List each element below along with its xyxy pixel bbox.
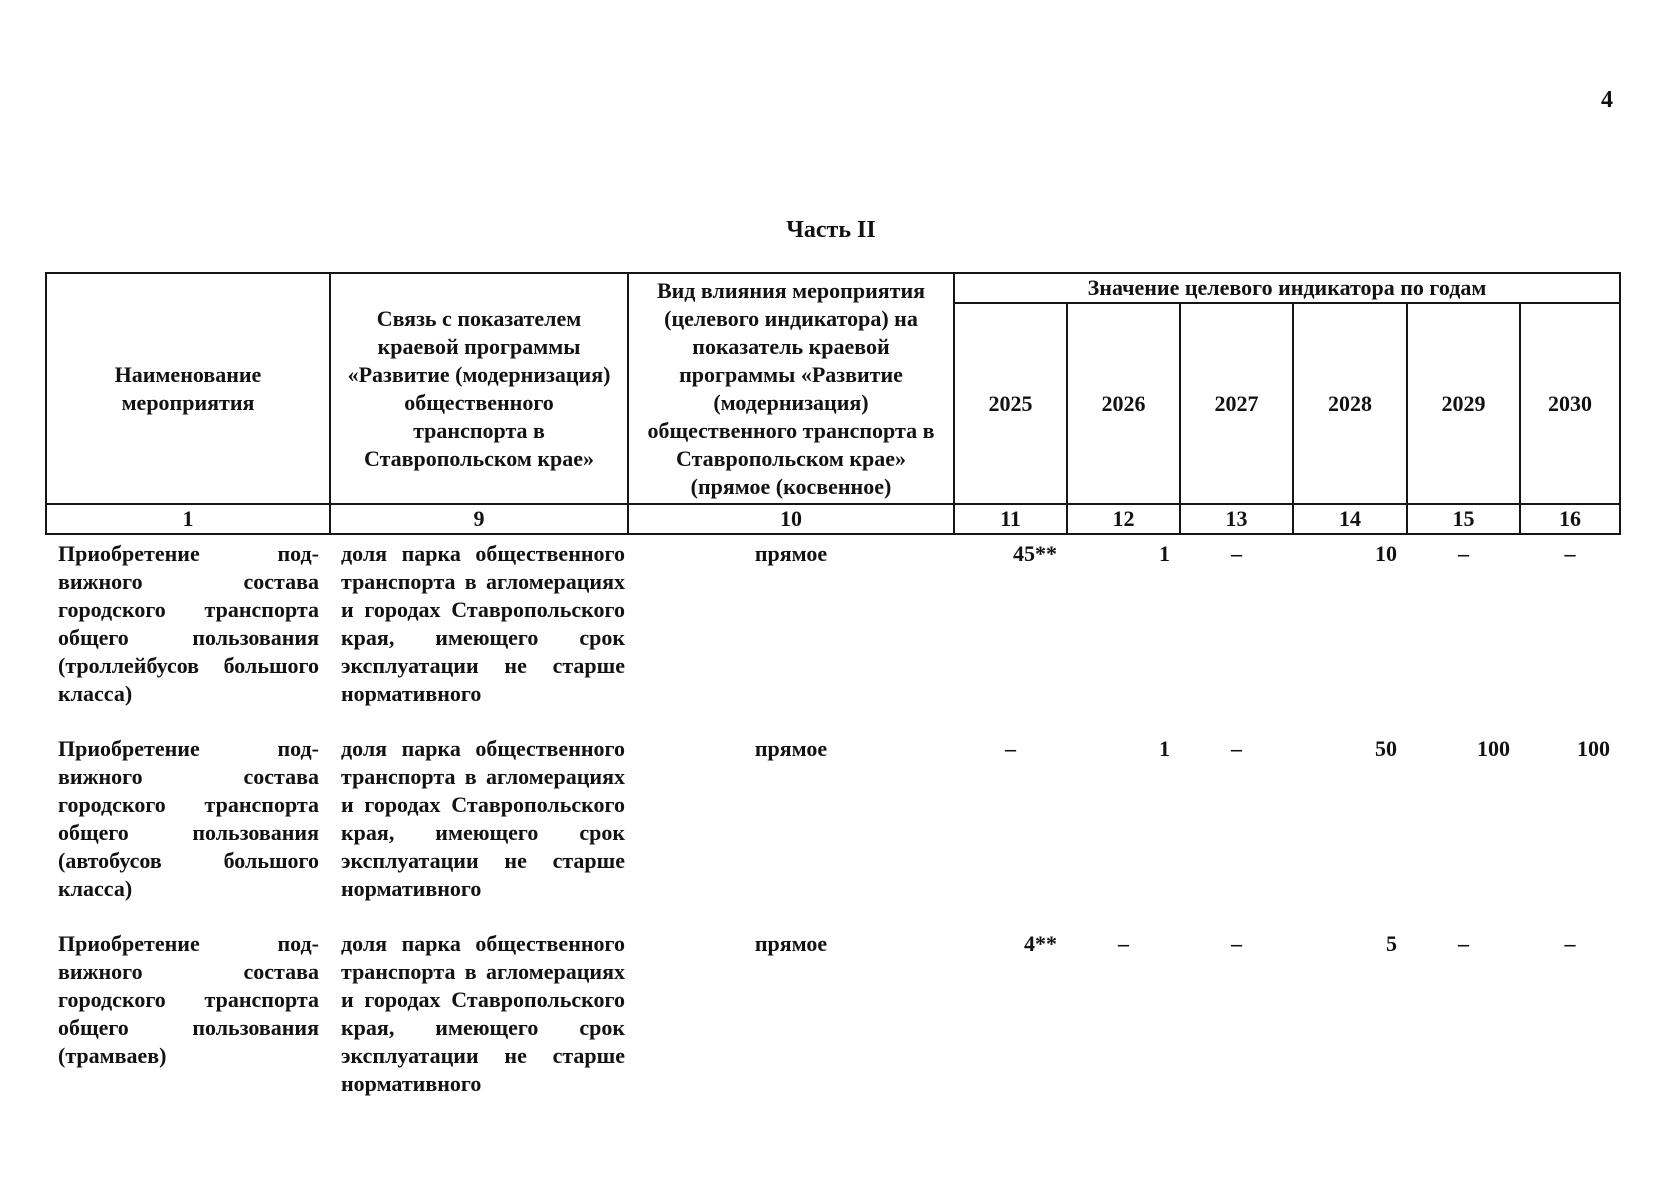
column-number: 11	[954, 504, 1067, 534]
header-year-2029: 2029	[1407, 303, 1520, 504]
header-years-group: Значение целевого индикатора по годам	[954, 273, 1620, 303]
column-number-row	[46, 504, 1620, 534]
program-indicator-link: доля парка общественного транспорта в агломерациях и городах Ставропольского края, имеющего срок эксплуатации не старше нормативного	[341, 931, 625, 1096]
measure-name: Приобретение под- вижного состава городского транспорта общего пользования (троллейбусов большого класса)	[58, 541, 319, 706]
value-2025: 4**	[1024, 931, 1057, 956]
value-2027: –	[1231, 931, 1242, 956]
value-2028: 10	[1375, 541, 1397, 566]
table-header	[46, 273, 1620, 534]
part-title: Часть II	[786, 217, 876, 243]
measure-name: Приобретение под- вижного состава городского транспорта общего пользования (автобусов большого класса)	[58, 736, 319, 901]
header-year-2030: 2030	[1520, 303, 1620, 504]
value-2030: 100	[1577, 736, 1611, 761]
impact-type: прямое	[754, 931, 828, 956]
column-number: 15	[1407, 504, 1520, 534]
column-number: 16	[1520, 504, 1620, 534]
value-2025: –	[1005, 736, 1016, 761]
program-indicator-link: доля парка общественного транспорта в агломерациях и городах Ставропольского края, имеющего срок эксплуатации не старше нормативного	[341, 736, 625, 901]
header-year-2025: 2025	[954, 303, 1067, 504]
page-number: 4	[1601, 87, 1613, 113]
target-indicator-table	[45, 272, 1621, 1120]
value-2027: –	[1231, 541, 1242, 566]
value-2026: 1	[1159, 541, 1170, 566]
header-measure-name: Наименование мероприятия	[46, 273, 330, 504]
value-2029: –	[1458, 931, 1469, 956]
header-year-2027: 2027	[1180, 303, 1293, 504]
table-row	[46, 730, 1620, 925]
column-number: 10	[628, 504, 954, 534]
value-2029: 100	[1477, 736, 1510, 761]
value-2028: 50	[1375, 736, 1397, 761]
header-row	[46, 273, 1620, 303]
value-2026: –	[1118, 931, 1129, 956]
header-year-2028: 2028	[1293, 303, 1407, 504]
column-number: 13	[1180, 504, 1293, 534]
column-number: 12	[1067, 504, 1180, 534]
table-body	[46, 534, 1620, 1120]
header-year-2026: 2026	[1067, 303, 1180, 504]
value-2025: 45**	[1013, 541, 1057, 566]
column-number: 1	[46, 504, 330, 534]
measure-name: Приобретение под- вижного состава городского транспорта общего пользования (трамваев)	[58, 931, 319, 1068]
value-2030: –	[1564, 931, 1576, 956]
impact-type: прямое	[754, 736, 828, 761]
program-indicator-link: доля парка общественного транспорта в агломерациях и городах Ставропольского края, имеющего срок эксплуатации не старше нормативного	[341, 541, 625, 706]
header-program-link: Связь с показателем краевой программы «Развитие (модернизация) общественного транспорта в Ставропольском крае»	[330, 273, 628, 504]
header-impact-type: Вид влияния мероприятия (целевого индикатора) на показатель краевой программы «Развитие (модернизация) общественного транспорта в Ставропольском крае» (прямое (косвенное)	[628, 273, 954, 504]
value-2028: 5	[1386, 931, 1397, 956]
value-2027: –	[1231, 736, 1242, 761]
value-2026: 1	[1159, 736, 1170, 761]
table-row	[46, 534, 1620, 730]
value-2029: –	[1458, 541, 1469, 566]
column-number: 9	[330, 504, 628, 534]
table-row	[46, 925, 1620, 1120]
column-number: 14	[1293, 504, 1407, 534]
value-2030: –	[1564, 541, 1576, 566]
impact-type: прямое	[754, 541, 828, 566]
